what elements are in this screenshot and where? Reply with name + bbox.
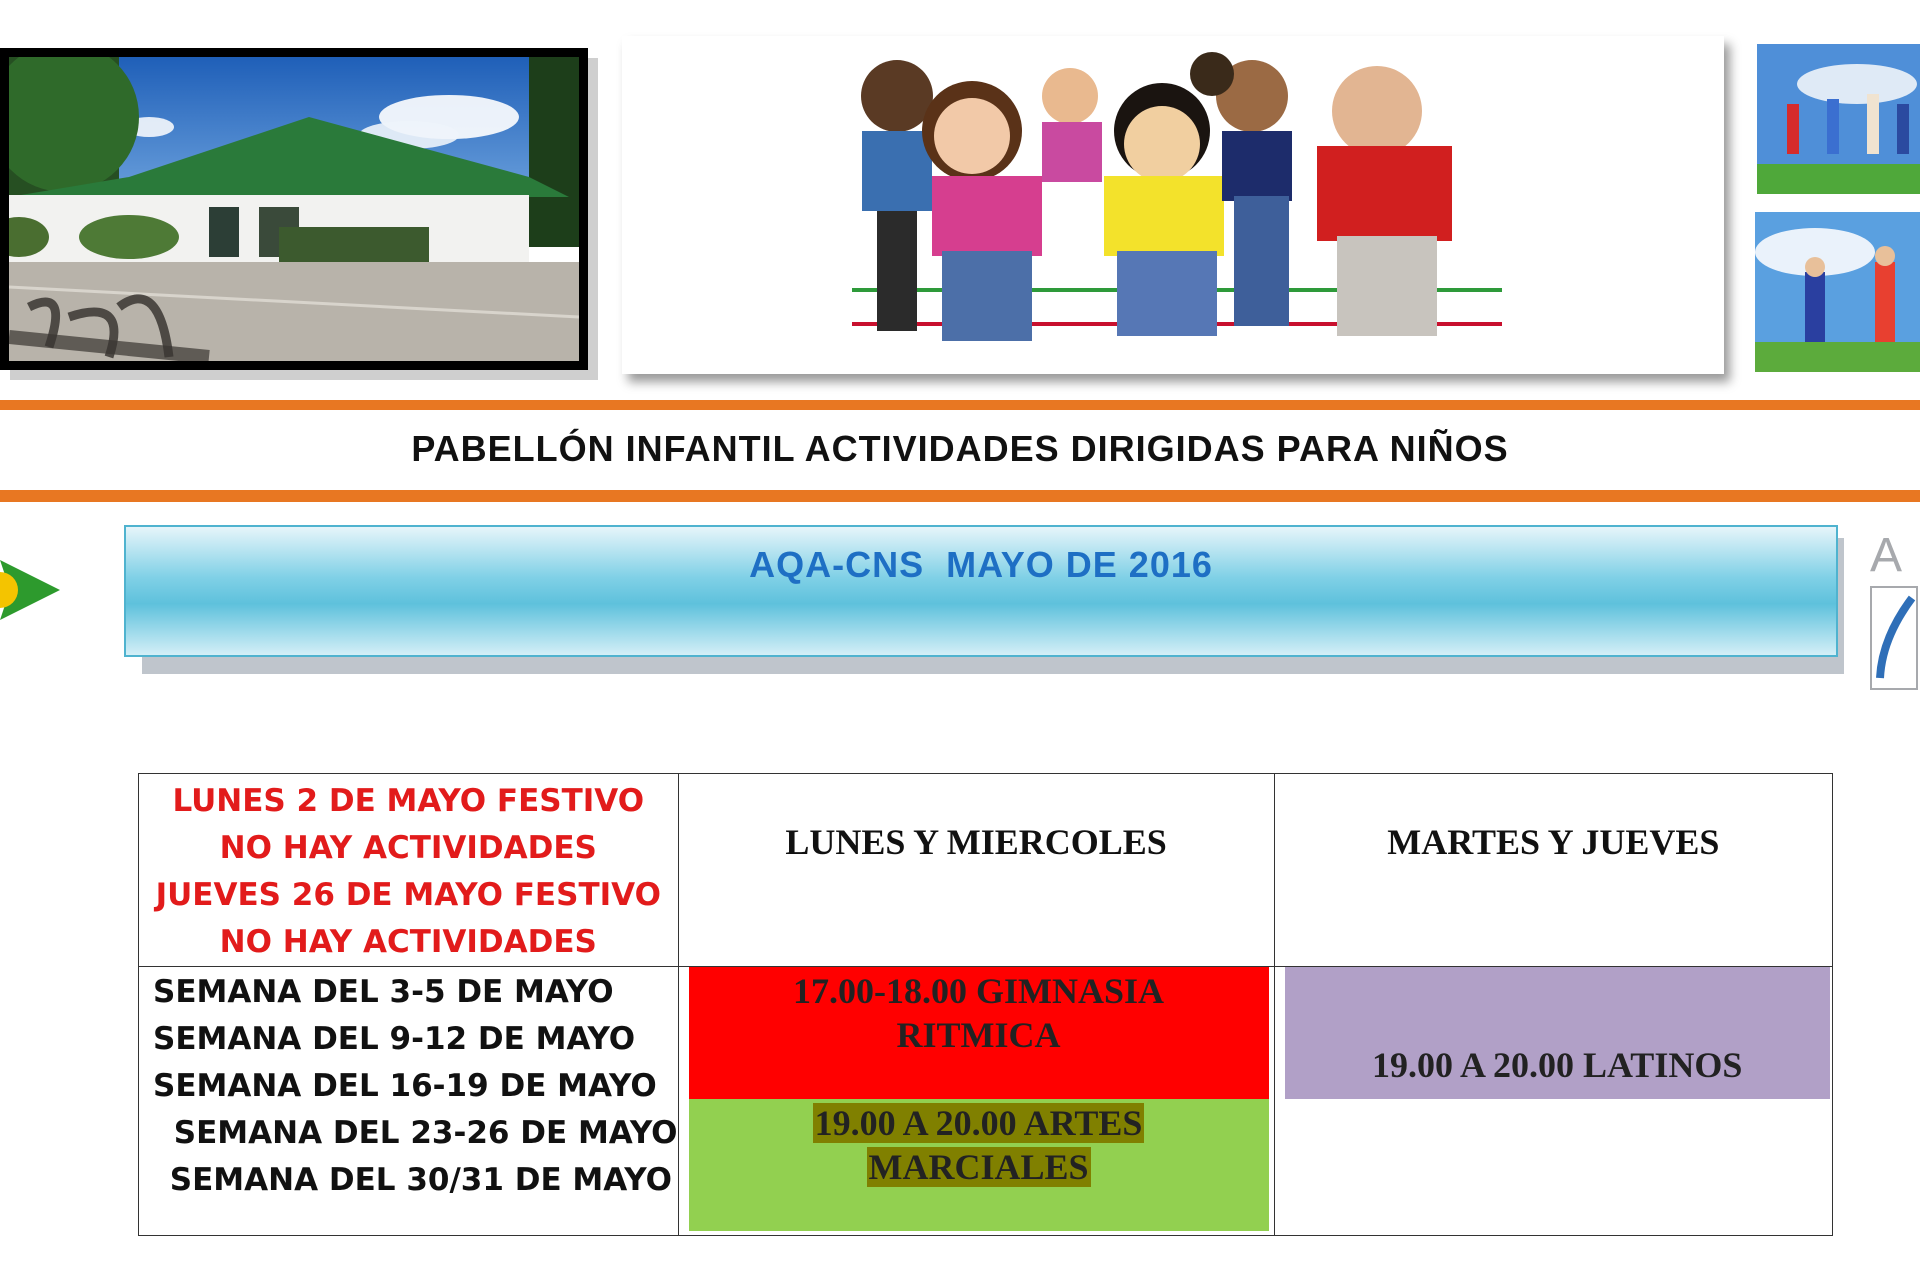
schedule-table bbox=[138, 773, 1833, 1236]
holiday-notice-line: NO HAY ACTIVIDADES bbox=[219, 924, 597, 960]
green-star-logo bbox=[0, 540, 70, 630]
week-item: SEMANA DEL 30/31 DE MAYO bbox=[159, 1162, 672, 1198]
gimnasia-ritmica-activity: 17.00-18.00 GIMNASIA RITMICA bbox=[793, 971, 1165, 1055]
holiday-notice-cell bbox=[139, 774, 679, 967]
bottom-orange-rule bbox=[0, 490, 1920, 502]
holiday-notice-line: LUNES 2 DE MAYO FESTIVO bbox=[172, 783, 645, 819]
header-lunes-miercoles: LUNES Y MIERCOLES bbox=[785, 822, 1167, 862]
week-item: SEMANA DEL 23-26 DE MAYO bbox=[163, 1115, 678, 1151]
page-title: PABELLÓN INFANTIL ACTIVIDADES DIRIGIDAS PARA NIÑOS bbox=[411, 428, 1509, 469]
martes-jueves-cell bbox=[1274, 967, 1832, 1236]
holiday-notice-line: JUEVES 26 DE MAYO FESTIVO bbox=[155, 877, 661, 913]
lunes-miercoles-cell bbox=[678, 967, 1274, 1236]
week-item: SEMANA DEL 16-19 DE MAYO bbox=[153, 1068, 657, 1104]
kids-exercising-photo bbox=[1755, 212, 1920, 372]
latinos-activity: 19.00 A 20.00 LATINOS bbox=[1371, 1045, 1743, 1085]
weeks-cell bbox=[139, 967, 679, 1236]
column-header-cell bbox=[1274, 774, 1832, 967]
banner-title: AQA-CNS MAYO DE 2016 bbox=[749, 544, 1213, 585]
pavilion-photo bbox=[0, 48, 588, 370]
children-group-photo bbox=[622, 36, 1724, 374]
artes-marciales-activity: 19.00 A 20.00 ARTES MARCIALES bbox=[814, 1103, 1143, 1187]
kids-jumping-photo bbox=[1757, 44, 1920, 194]
column-header-cell bbox=[678, 774, 1274, 967]
week-item: SEMANA DEL 9-12 DE MAYO bbox=[153, 1021, 636, 1057]
week-item: SEMANA DEL 3-5 DE MAYO bbox=[153, 974, 614, 1010]
header-martes-jueves: MARTES Y JUEVES bbox=[1387, 822, 1720, 862]
aqa-logo: A bbox=[1870, 530, 1920, 700]
holiday-notice-line: NO HAY ACTIVIDADES bbox=[219, 830, 597, 866]
top-orange-rule bbox=[0, 400, 1920, 410]
